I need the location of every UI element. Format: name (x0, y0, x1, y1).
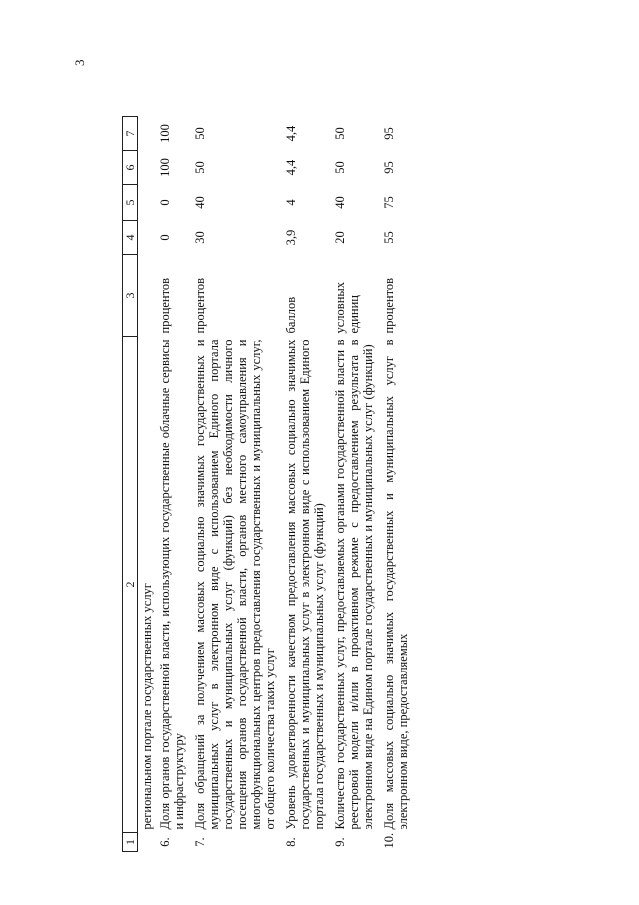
value-cell: 4 (284, 199, 298, 206)
value-cell: 3,9 (284, 229, 298, 246)
header-cell: 6 (123, 151, 138, 185)
value-cell: 40 (193, 196, 207, 209)
indicator-name: Уровень удовлетворенности качеством предоставления массовых социально значимых государственных и муниципальных услуг в электронном виде с использованием Единого портала государственных и муниципальных услуг (функций) (284, 339, 326, 830)
value-cell: 4,4 (284, 159, 298, 176)
value-cell: 95 (382, 161, 396, 174)
row-number: 7. (193, 837, 207, 847)
indicator-name: Доля органов государственной власти, использующих государственные облачные сервисы и инфраструктуру (158, 339, 186, 830)
table-row-continuation (138, 117, 156, 852)
value-cell: 100 (158, 158, 172, 177)
value-cell: 55 (382, 231, 396, 244)
header-cell: 5 (123, 185, 138, 221)
value-cell: 30 (193, 231, 207, 244)
header-cell: 7 (123, 117, 138, 151)
row-number: 10. (382, 832, 396, 849)
value-cell: 75 (382, 196, 396, 209)
value-cell: 0 (158, 234, 172, 241)
value-cell: 4,4 (284, 125, 298, 142)
continuation-text: региональном портале государственных услуг (140, 583, 154, 830)
table-row (281, 117, 330, 852)
row-number: 8. (284, 837, 298, 847)
unit-cell: процентов (193, 277, 207, 334)
rotated-table-container (122, 117, 582, 852)
value-cell: 50 (193, 161, 207, 174)
value-cell: 95 (382, 127, 396, 140)
value-cell: 50 (193, 127, 207, 140)
value-cell: 20 (333, 231, 347, 244)
value-cell: 50 (333, 161, 347, 174)
value-cell: 40 (333, 196, 347, 209)
table-header-row (123, 117, 138, 852)
header-cell: 1 (123, 833, 138, 852)
value-cell: 50 (333, 127, 347, 140)
unit-cell: баллов (284, 296, 298, 334)
unit-cell: процентов (382, 277, 396, 334)
value-cell: 100 (158, 124, 172, 143)
header-cell: 2 (123, 337, 138, 833)
unit-cell: процентов (158, 277, 172, 334)
page-number: 3 (72, 59, 87, 66)
unit-cell: условных единиц (333, 281, 361, 334)
table-row (155, 117, 190, 852)
header-cell: 4 (123, 221, 138, 255)
indicators-table (122, 116, 414, 852)
row-number: 6. (158, 837, 172, 847)
table-row (379, 117, 414, 852)
header-cell: 3 (123, 255, 138, 337)
indicator-name: Доля обращений за получением массовых социально значимых государственных и муниципальных услуг в электронном виде с использованием Единого портала государственных и муниципальных услуг (функций) без необходимости личного посещения органов государственной власти, органов местного самоуправления и многофункциональных центров предоставления государственных и муниципальных услуг, от общего количества таких услуг (193, 339, 277, 830)
indicator-name: Количество государственных услуг, предоставляемых органами государственной власти в реестровой модели и/или в проактивном режиме с предоставлением результата в электронном виде на Едином портале государственных и муниципальных услуг (функций) (333, 339, 375, 830)
value-cell: 0 (158, 199, 172, 206)
table-row (190, 117, 281, 852)
table-row (330, 117, 379, 852)
row-number: 9. (333, 837, 347, 847)
indicator-name: Доля массовых социально значимых государственных и муниципальных услуг в электронном виде, предоставляемых (382, 339, 410, 830)
